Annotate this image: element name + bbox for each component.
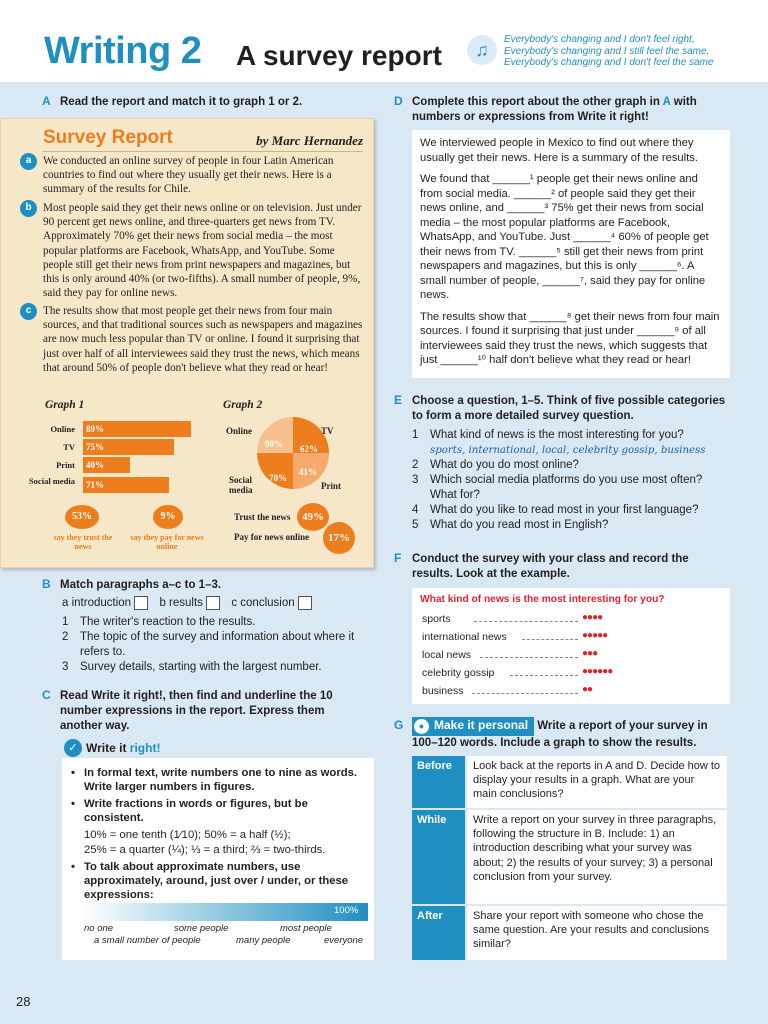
step-text: Write a report on your survey in three paragraphs, following the structure in B. Include: 1) an introduction describing what your survey was about; 2) the results of your survey; 3) a personal conclusion from your survey. <box>467 810 727 904</box>
section-letter: F <box>394 551 402 565</box>
divider <box>43 151 363 152</box>
section-letter: E <box>394 393 403 407</box>
section-e-instruction <box>394 393 732 424</box>
option-label: c conclusion <box>231 597 295 610</box>
section-letter: C <box>42 688 51 702</box>
bar: 71% <box>83 477 169 493</box>
section-d-instruction: D Complete this report about the other graph in A with numbers or expressions from Write it right! <box>394 94 697 123</box>
pie-value-print: 41% <box>299 467 317 477</box>
tally-dots: ●●● <box>582 648 598 659</box>
page-subtitle: A survey report <box>236 40 442 71</box>
pie-value-online: 90% <box>265 439 283 449</box>
pay-circle-2: 17% <box>323 522 355 554</box>
answer-box[interactable] <box>134 596 148 610</box>
pay-circle: 9% <box>153 505 183 529</box>
match-options <box>62 596 372 611</box>
tally-dots: ●● <box>582 684 593 695</box>
scale-label: some people <box>174 923 229 934</box>
graph-2-pie <box>255 415 331 491</box>
leader-line <box>510 675 578 676</box>
scale-label: many people <box>236 935 291 946</box>
list-item: 1 The writer's reaction to the results. <box>62 616 256 628</box>
song-line: Everybody's changing and I don't feel the same <box>504 57 714 68</box>
pie-label-online: Online <box>226 426 253 436</box>
answer-box[interactable] <box>206 596 220 610</box>
checkmark-icon: ✓ <box>64 739 82 757</box>
scale-end: 100% <box>334 905 359 916</box>
pie-slice-social <box>257 453 293 489</box>
list-item: 2 The topic of the survey and information about where it refers to. <box>62 631 355 658</box>
report-paragraph[interactable]: We found that ______¹ people get their news online and from social media. ______² of people said they get their news online, and ______³ 75% get their news from social media – the most popular platforms are Facebook, WhatsApp, and YouTube. Just ______⁴ 60% of people get their news from TV. ______⁵ still get their news from print newspapers and magazines, but this is only ______⁶. A small number of people, ______⁷, said they pay for online news. <box>420 173 709 301</box>
graph-1-label: Graph 1 <box>45 399 85 411</box>
instruction-text: Choose a question, 1–5. Think of five possible categories to form a more detailed survey question. <box>412 395 726 422</box>
list-item: 3 Which social media platforms do you use most often? What for? <box>412 474 703 501</box>
rule-item: • Write fractions in words or figures, but be consistent. <box>70 797 370 825</box>
question-list <box>412 428 732 533</box>
trust-circle-2: 49% <box>297 503 329 531</box>
report-paragraph-c: The results show that most people get their news from four main sources, and that traditional sources such as newspapers and magazines are now much less popular than TV or online. I found it surprising that just over half of all interviewees said they trust the news, which means that around 50% of people don't believe what they read or hear! <box>43 305 363 374</box>
instruction-text: Write a report of your survey in 100–120 words. Include a graph to show the results. <box>412 720 708 749</box>
pie-label-social: Social media <box>229 475 253 495</box>
scale-label: no one <box>84 923 114 934</box>
survey-report-card <box>0 118 374 568</box>
list-item: 1 What kind of news is the most interesting for you? <box>412 429 684 441</box>
page-header <box>0 0 768 82</box>
section-letter: A <box>42 94 51 108</box>
bar: 89% <box>83 421 191 437</box>
list-item: 3 Survey details, starting with the largest number. <box>62 661 322 673</box>
make-it-personal-badge: ● Make it personal <box>412 717 534 736</box>
section-letter: G <box>394 718 404 732</box>
trust-circle: 53% <box>65 505 99 529</box>
scale-bar <box>82 903 368 921</box>
survey-row: international news <box>422 631 507 643</box>
person-icon: ● <box>414 719 429 734</box>
bar: 40% <box>83 457 130 473</box>
bar-label: Social media <box>28 476 75 486</box>
music-note-icon[interactable]: ♫ <box>467 35 497 65</box>
leader-line <box>522 639 578 640</box>
survey-row: celebrity gossip <box>422 667 495 679</box>
section-b-instruction <box>42 577 370 593</box>
leader-line <box>472 693 578 694</box>
report-paragraph-b: Most people said they get their news online or on television. Just under 90 percent get news online, and three-quarters get news from TV. Approximately 70% get their news from social media – the most popular platforms are Facebook, WhatsApp, and YouTube. Some people still get their news from print newspapers and magazines, but this is only around 40% (or two-fifths). A small number of people, 9%, said they pay for online news. <box>43 202 362 300</box>
tally-dots: ●●●●●● <box>582 666 613 677</box>
write-it-right-list <box>70 766 370 905</box>
list-item: 2 What do you do most online? <box>412 459 579 471</box>
instruction-text: Read the report and match it to graph 1 or 2. <box>60 96 303 108</box>
instruction-text: Conduct the survey with your class and record the results. Look at the example. <box>412 553 689 580</box>
song-lyrics <box>504 34 714 69</box>
song-line: Everybody's changing and I still feel the same, <box>504 45 710 57</box>
page-number: 28 <box>16 994 31 1009</box>
tally-dots: ●●●●● <box>582 630 608 641</box>
leader-line <box>480 657 578 658</box>
survey-row: sports <box>422 613 451 625</box>
match-list <box>62 615 372 675</box>
write-it-right-title: Write it right! <box>86 741 161 755</box>
paragraph-badge: c <box>20 303 37 320</box>
pay-caption: say they pay for news online <box>130 533 204 551</box>
rule-item: • In formal text, write numbers one to nine as words. Write larger numbers in figures. <box>70 766 370 794</box>
write-it-right-box <box>62 738 374 960</box>
instruction-text: Match paragraphs a–c to 1–3. <box>60 579 222 591</box>
answer-box[interactable] <box>298 596 312 610</box>
report-completion-box <box>412 130 730 378</box>
pie-value-social: 70% <box>269 473 287 483</box>
rule-example: 10% = one tenth (1⁄10); 50% = a half (½); <box>84 829 291 841</box>
pie-value-tv: 62% <box>300 444 318 454</box>
song-line: Everybody's changing and I don't feel right, <box>504 34 695 45</box>
bar: 75% <box>83 439 174 455</box>
pay-label: Pay for news online <box>234 532 310 542</box>
trust-caption: say they trust the news <box>53 533 113 551</box>
step-label: Before <box>412 756 465 808</box>
step-text: Share your report with someone who chose the same question. Are your results and conclusions similar? <box>467 906 727 960</box>
step-text: Look back at the reports in A and D. Decide how to display your results in a graph. What are your main conclusions? <box>467 756 727 808</box>
paragraph-badge: b <box>20 200 37 217</box>
trust-label: Trust the news <box>234 512 291 522</box>
scale-label: most people <box>280 923 332 934</box>
survey-results-box <box>412 588 730 704</box>
rule-example: 25% = a quarter (¼); ⅓ = a third; ⅔ = two-thirds. <box>84 844 326 856</box>
report-author: by Marc Hernandez <box>256 133 363 148</box>
scale-label: everyone <box>324 935 364 946</box>
graph-1-bars <box>1 421 201 501</box>
bar-label: TV <box>63 442 75 452</box>
tally-dots: ●●●● <box>582 612 603 623</box>
graph-2-label: Graph 2 <box>223 399 263 411</box>
bar-label: Print <box>56 460 75 470</box>
page-title: Writing 2 <box>44 30 202 72</box>
list-item: 4 What do you like to read most in your first language? <box>412 504 699 516</box>
report-paragraph[interactable]: The results show that ______⁸ get their news from four main sources. I found it surprising that just under ______⁹ of all interviewees said they trust the news, which suggests that just ______¹⁰ half don't believe what they read or hear! <box>420 310 720 366</box>
list-item: 5 What do you read most in English? <box>412 519 609 531</box>
option-label: a introduction <box>62 597 132 610</box>
survey-question: What kind of news is the most interesting for you? <box>420 594 665 605</box>
report-title: Survey Report <box>43 127 173 148</box>
pie-label-print: Print <box>321 481 341 491</box>
rule-item: • To talk about approximate numbers, use approximately, around, just over / under, or these expressions: <box>70 860 370 902</box>
report-paragraph: We interviewed people in Mexico to find out where they usually get their news. Here is a summary of the results. <box>420 137 698 164</box>
option-label: b results <box>159 597 203 610</box>
leader-line <box>474 621 578 622</box>
handwritten-note: sports, international, local, celebrity gossip, business <box>430 445 706 456</box>
section-f-instruction <box>394 551 732 582</box>
pie-label-tv: TV <box>321 426 334 436</box>
scale-label: a small number of people <box>94 935 201 946</box>
paragraph-badge: a <box>20 153 37 170</box>
section-c-instruction: C Read Write it right!, then find and underline the 10 number expressions in the report. Express them another way. <box>42 688 333 732</box>
section-a-instruction <box>42 94 370 110</box>
survey-row: local news <box>422 649 472 661</box>
section-letter: B <box>42 577 51 591</box>
section-g-instruction <box>394 717 732 751</box>
step-label: After <box>412 906 465 960</box>
section-letter: D <box>394 94 403 108</box>
write-it-right-header <box>62 738 374 758</box>
report-paragraph-a: We conducted an online survey of people in four Latin American countries to find out where they usually get their news. Here is a summary of the results for Chile. <box>43 155 334 196</box>
step-label: While <box>412 810 465 904</box>
survey-row: business <box>422 685 464 697</box>
bar-label: Online <box>50 424 75 434</box>
